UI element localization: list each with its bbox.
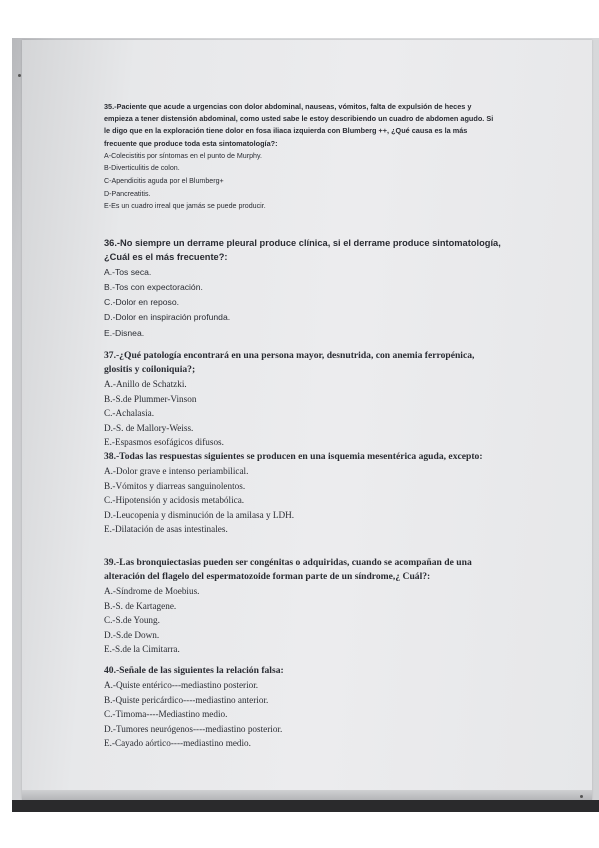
option-d: D.-Tumores neurógenos----mediastino posterior. [104, 723, 283, 734]
option-b: B.-S. de Kartagene. [104, 600, 177, 611]
option-e: E.-Espasmos esofágicos difusos. [104, 437, 224, 447]
question-stem: 39.-Las bronquiectasias pueden ser congénitas o adquiridas, cuando se acompañan de una alteración del flagelo del espermatozoide forman parte de un síndrome,¿ Cuál?: [104, 557, 472, 582]
question-stem: 36.-No siempre un derrame pleural produce clínica, si el derrame produce sintomatología, ¿Cuál es el más frecuente?: [104, 238, 501, 263]
question-35 [104, 101, 494, 213]
option-c: C.-Achalasia. [104, 408, 155, 418]
option-a: A.-Síndrome de Moebius. [104, 586, 200, 596]
question-40 [104, 664, 504, 751]
option-c: C.-Timoma----Mediastino medio. [104, 709, 228, 719]
option-a: A.-Tos seca. [104, 266, 152, 277]
option-a: A.-Quiste entérico---mediastino posterior. [104, 680, 259, 690]
question-37 [104, 349, 504, 450]
option-a: A.-Anillo de Schatzki. [104, 379, 187, 389]
option-d: D.-Leucopenia y disminución de la amilasa y LDH. [104, 509, 295, 520]
option-b: B.-Tos con expectoración. [104, 282, 203, 293]
option-e: E.-Cayado aórtico----mediastino medio. [104, 738, 251, 748]
option-d: D.-S. de Mallory-Weiss. [104, 422, 194, 433]
option-b: B.-Quiste pericárdico----mediastino anterior. [104, 694, 269, 705]
speck [580, 795, 583, 798]
option-c: C.-Hipotensión y acidosis metabólica. [104, 495, 245, 505]
option-b: B.-Vómitos y diarreas sanguinolentos. [104, 480, 246, 491]
question-stem: 40.-Señale de las siguientes la relación falsa: [104, 665, 284, 676]
question-stem: 37.-¿Qué patología encontrará en una persona mayor, desnutrida, con anemia ferropénica, glositis y coiloniquia?; [104, 350, 475, 375]
question-38 [104, 450, 504, 537]
question-39 [104, 556, 506, 657]
speck [18, 74, 21, 77]
option-d: D-Pancreatitis. [104, 189, 151, 198]
question-stem: 38.-Todas las respuestas siguientes se producen en una isquemia mesentérica aguda, excepto: [104, 451, 483, 462]
option-e: E-Es un cuadro irreal que jamás se puede producir. [104, 202, 266, 211]
option-a: A.-Dolor grave e intenso periambilical. [104, 466, 249, 476]
desk-surface [12, 800, 599, 812]
option-e: E.-Dilatación de asas intestinales. [104, 524, 228, 534]
option-c: C-Apendicitis aguda por el Blumberg+ [104, 177, 224, 185]
option-d: D.-S.de Down. [104, 629, 160, 640]
option-a: A-Colecistitis por síntomas en el punto de Murphy. [104, 151, 262, 160]
option-d: D.-Dolor en inspiración profunda. [104, 312, 231, 323]
question-36 [104, 236, 504, 341]
question-stem: 35.-Paciente que acude a urgencias con dolor abdominal, nauseas, vómitos, falta de expulsión de heces y empieza a tener distensión abdominal, como usted sabe le estoy describiendo un cuadro de abdomen agudo. Si le digo que en la exploración tiene dolor en fosa iliaca izquierda con Blumberg ++, ¿Qué causa es la más frecuente que produce toda esta sintomatología?: [104, 102, 494, 148]
option-c: C.-S.de Young. [104, 615, 160, 625]
option-e: E.-Disnea. [104, 327, 145, 338]
option-b: B-Diverticulitis de colon. [104, 164, 180, 173]
option-c: C.-Dolor en reposo. [104, 297, 179, 308]
option-e: E.-S.de la Cimitarra. [104, 644, 180, 654]
option-b: B.-S.de Plummer-Vinson [104, 393, 197, 404]
